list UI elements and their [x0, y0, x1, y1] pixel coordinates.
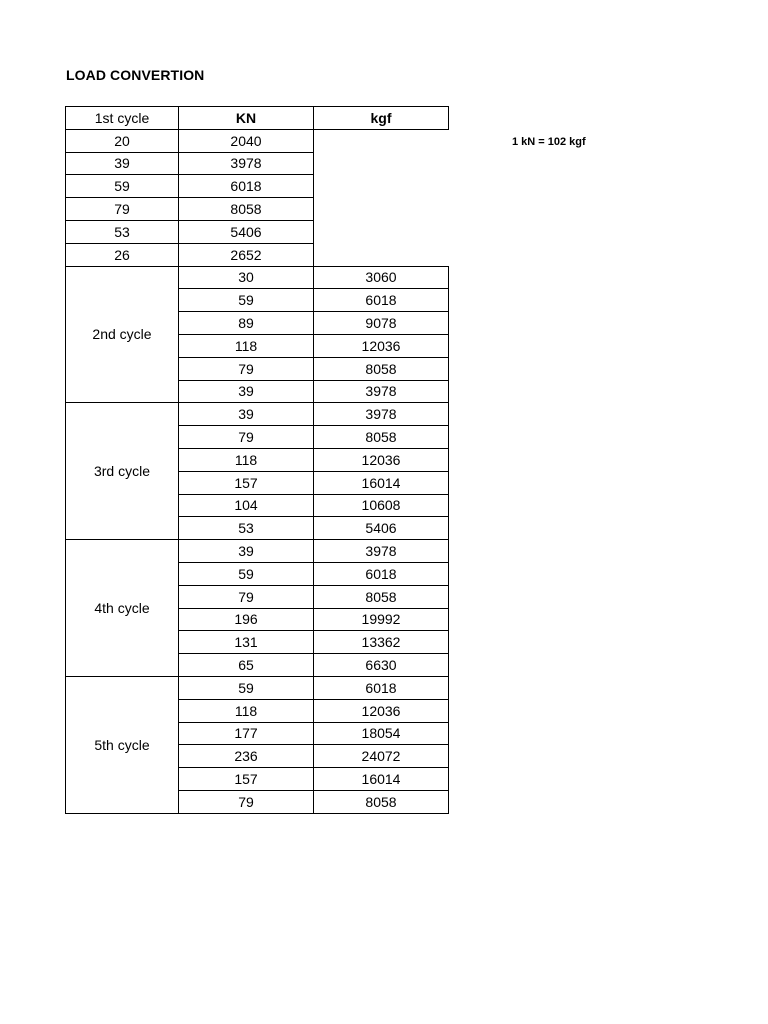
kn-value: 104 [179, 494, 314, 517]
kgf-value: 3978 [314, 380, 449, 403]
kn-value: 30 [179, 266, 314, 289]
cycle-label: 4th cycle [66, 540, 179, 677]
kgf-value: 8058 [179, 198, 314, 221]
kgf-value: 6630 [314, 654, 449, 677]
kgf-value: 8058 [314, 426, 449, 449]
kn-value: 79 [179, 585, 314, 608]
table-row [66, 175, 449, 198]
column-header-kgf: kgf [314, 107, 449, 130]
table-row [66, 403, 449, 426]
kgf-value: 3060 [314, 266, 449, 289]
kgf-value: 3978 [314, 540, 449, 563]
page-title: LOAD CONVERTION [66, 67, 205, 83]
table-row [66, 198, 449, 221]
kgf-value: 6018 [179, 175, 314, 198]
kn-value: 39 [66, 152, 179, 175]
kn-value: 39 [179, 540, 314, 563]
kn-value: 118 [179, 699, 314, 722]
load-conversion-table [65, 106, 449, 814]
table-row [66, 129, 449, 152]
kgf-value: 16014 [314, 768, 449, 791]
kgf-value: 8058 [314, 357, 449, 380]
kn-value: 59 [179, 289, 314, 312]
kn-value: 26 [66, 243, 179, 266]
kgf-value: 12036 [314, 699, 449, 722]
kgf-value: 24072 [314, 745, 449, 768]
kgf-value: 18054 [314, 722, 449, 745]
kgf-value: 6018 [314, 676, 449, 699]
table-row [66, 152, 449, 175]
kgf-value: 6018 [314, 289, 449, 312]
cycle-label: 1st cycle [66, 107, 179, 130]
kn-value: 79 [179, 790, 314, 813]
kn-value: 236 [179, 745, 314, 768]
kn-value: 79 [179, 357, 314, 380]
kgf-value: 8058 [314, 585, 449, 608]
kgf-value: 12036 [314, 334, 449, 357]
column-header-kn: KN [179, 107, 314, 130]
kgf-value: 19992 [314, 608, 449, 631]
kgf-value: 9078 [314, 312, 449, 335]
kn-value: 59 [179, 562, 314, 585]
kn-value: 59 [66, 175, 179, 198]
kn-value: 65 [179, 654, 314, 677]
kn-value: 118 [179, 448, 314, 471]
kgf-value: 16014 [314, 471, 449, 494]
kn-value: 196 [179, 608, 314, 631]
cycle-label: 3rd cycle [66, 403, 179, 540]
kn-value: 157 [179, 768, 314, 791]
kn-value: 157 [179, 471, 314, 494]
kgf-value: 10608 [314, 494, 449, 517]
cycle-label: 5th cycle [66, 676, 179, 813]
table-row [66, 243, 449, 266]
kgf-value: 3978 [314, 403, 449, 426]
kn-value: 39 [179, 380, 314, 403]
kgf-value: 6018 [314, 562, 449, 585]
cycle-label: 2nd cycle [66, 266, 179, 403]
conversion-note: 1 kN = 102 kgf [512, 136, 586, 148]
kgf-value: 2652 [179, 243, 314, 266]
table-header-row [66, 107, 449, 130]
kgf-value: 2040 [179, 129, 314, 152]
kn-value: 39 [179, 403, 314, 426]
kn-value: 89 [179, 312, 314, 335]
kn-value: 118 [179, 334, 314, 357]
kn-value: 79 [66, 198, 179, 221]
table-row [66, 266, 449, 289]
kgf-value: 8058 [314, 790, 449, 813]
kgf-value: 5406 [179, 220, 314, 243]
kn-value: 79 [179, 426, 314, 449]
kn-value: 131 [179, 631, 314, 654]
kgf-value: 5406 [314, 517, 449, 540]
table-row [66, 220, 449, 243]
kn-value: 20 [66, 129, 179, 152]
table-row [66, 676, 449, 699]
kgf-value: 12036 [314, 448, 449, 471]
kn-value: 177 [179, 722, 314, 745]
kgf-value: 13362 [314, 631, 449, 654]
kn-value: 53 [66, 220, 179, 243]
kn-value: 59 [179, 676, 314, 699]
table-row [66, 540, 449, 563]
kn-value: 53 [179, 517, 314, 540]
kgf-value: 3978 [179, 152, 314, 175]
